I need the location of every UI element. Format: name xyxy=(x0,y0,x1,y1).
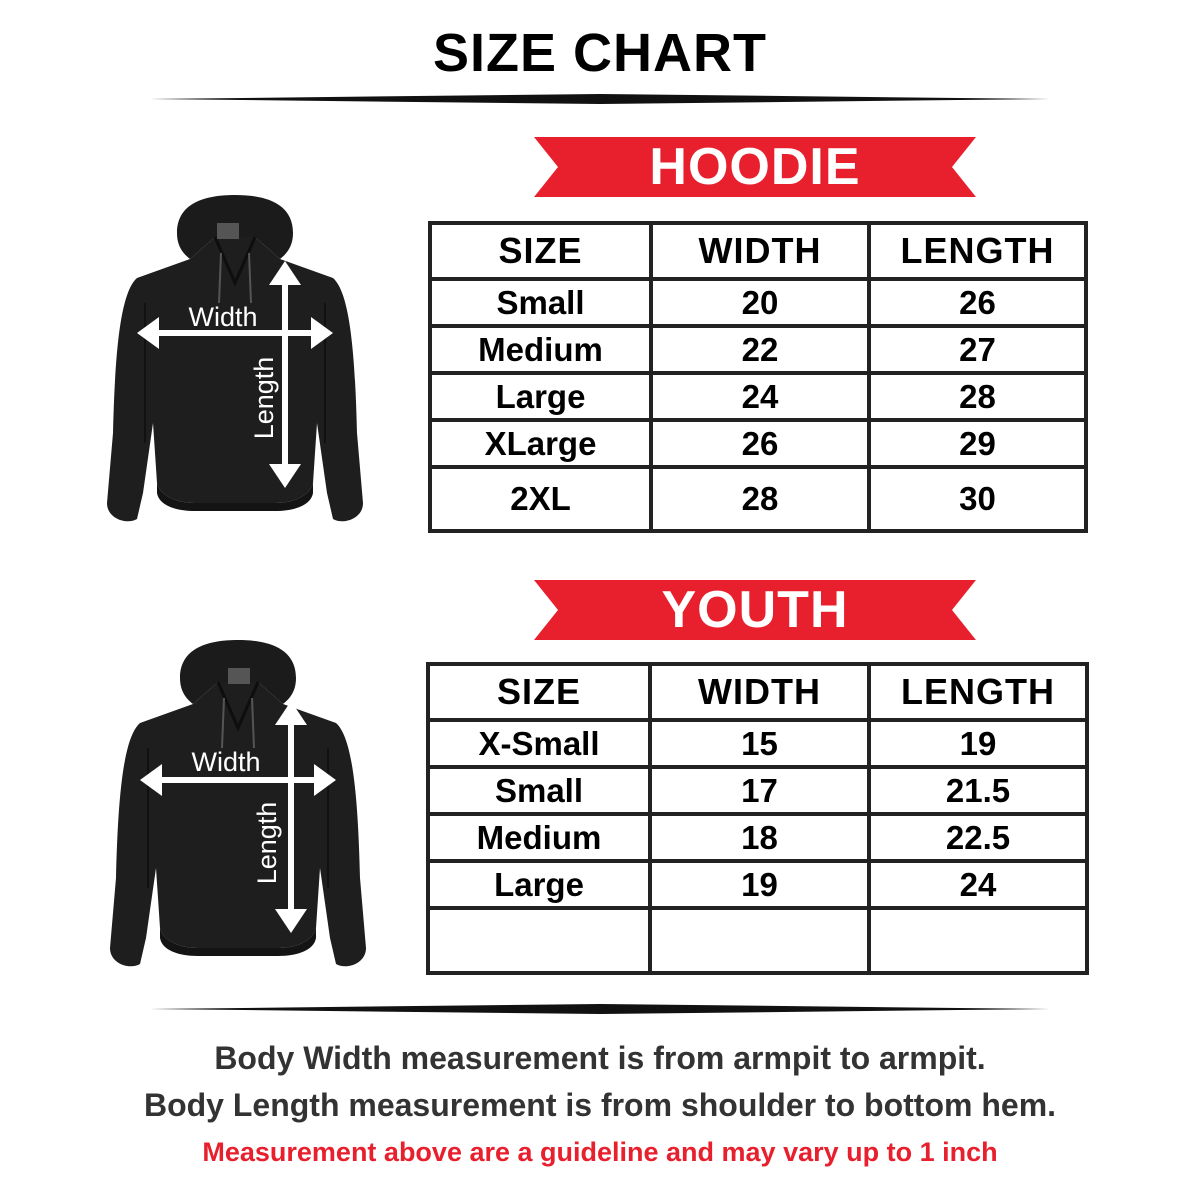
hoodie-banner xyxy=(534,137,976,197)
table-row xyxy=(430,420,1086,467)
top-divider xyxy=(150,93,1050,105)
length-cell: 30 xyxy=(869,467,1086,531)
hoodie-banner-label: HOODIE xyxy=(649,138,861,196)
youth-banner xyxy=(534,580,976,640)
width-cell: 15 xyxy=(650,720,869,767)
table-row xyxy=(428,720,1087,767)
table-row xyxy=(430,279,1086,326)
size-cell: X-Small xyxy=(428,720,650,767)
table-header-row xyxy=(430,223,1086,279)
length-note: Body Length measurement is from shoulder to bottom hem. xyxy=(143,1087,1057,1123)
width-note: Body Width measurement is from armpit to armpit. xyxy=(214,1040,986,1076)
length-header: LENGTH xyxy=(869,664,1087,720)
length-cell: 28 xyxy=(869,373,1086,420)
size-cell: Large xyxy=(430,373,651,420)
youth-hoodie-illustration xyxy=(108,638,368,973)
width-cell: 22 xyxy=(651,326,869,373)
table-row xyxy=(430,467,1086,531)
hoodie-size-table xyxy=(428,221,1088,533)
width-label: Width xyxy=(188,302,258,332)
width-label: Width xyxy=(191,747,261,777)
table-row xyxy=(428,767,1087,814)
size-header: SIZE xyxy=(428,664,650,720)
length-cell: 29 xyxy=(869,420,1086,467)
disclaimer-note: Measurement above are a guideline and may vary up to 1 inch xyxy=(202,1137,998,1167)
length-cell: 26 xyxy=(869,279,1086,326)
size-cell: Medium xyxy=(430,326,651,373)
size-cell: Large xyxy=(428,861,650,908)
table-row xyxy=(430,326,1086,373)
size-cell: Small xyxy=(428,767,650,814)
page-title: SIZE CHART xyxy=(433,23,767,83)
hoodie-illustration xyxy=(105,193,365,528)
youth-size-table xyxy=(426,662,1089,975)
size-cell: 2XL xyxy=(430,467,651,531)
width-cell: 17 xyxy=(650,767,869,814)
length-label: Length xyxy=(252,801,282,885)
width-cell xyxy=(650,908,869,973)
width-cell: 24 xyxy=(651,373,869,420)
length-cell: 21.5 xyxy=(869,767,1087,814)
table-row xyxy=(430,373,1086,420)
size-cell xyxy=(428,908,650,973)
width-header: WIDTH xyxy=(651,223,869,279)
size-header: SIZE xyxy=(430,223,651,279)
length-label: Length xyxy=(249,356,279,440)
width-cell: 20 xyxy=(651,279,869,326)
length-cell xyxy=(869,908,1087,973)
length-header: LENGTH xyxy=(869,223,1086,279)
table-header-row xyxy=(428,664,1087,720)
size-cell: Medium xyxy=(428,814,650,861)
length-cell: 19 xyxy=(869,720,1087,767)
width-cell: 26 xyxy=(651,420,869,467)
table-row xyxy=(428,861,1087,908)
table-row xyxy=(428,814,1087,861)
width-cell: 19 xyxy=(650,861,869,908)
width-cell: 28 xyxy=(651,467,869,531)
width-header: WIDTH xyxy=(650,664,869,720)
length-cell: 24 xyxy=(869,861,1087,908)
youth-banner-label: YOUTH xyxy=(661,581,849,639)
bottom-divider xyxy=(150,1003,1050,1015)
size-cell: XLarge xyxy=(430,420,651,467)
length-cell: 27 xyxy=(869,326,1086,373)
width-cell: 18 xyxy=(650,814,869,861)
length-cell: 22.5 xyxy=(869,814,1087,861)
size-cell: Small xyxy=(430,279,651,326)
table-row xyxy=(428,908,1087,973)
